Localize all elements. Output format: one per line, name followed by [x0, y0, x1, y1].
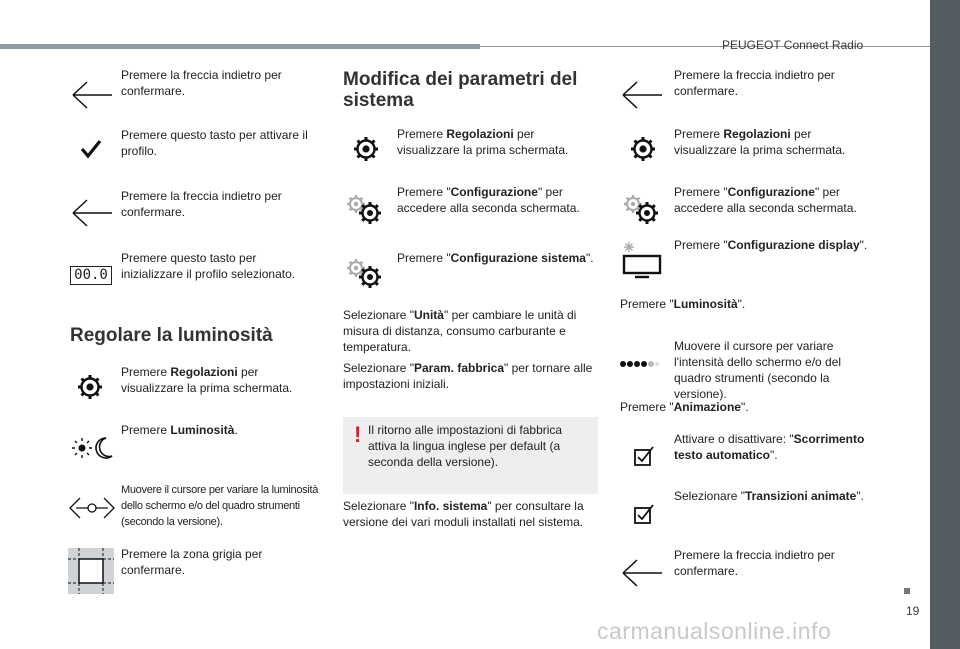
configuration-gears-icon: [345, 193, 385, 227]
page-edge-bar: [930, 0, 960, 649]
checkbox-icon: [633, 503, 655, 525]
system-open-settings: Premere Regolazioni per visualizzare la prima schermata.: [397, 127, 569, 157]
section-heading-brightness: Regolare la luminosità: [70, 325, 273, 346]
paragraph-animation: Premere "Animazione".: [620, 400, 749, 414]
display-back-2: Premere la freccia indietro per confermare.: [674, 548, 835, 578]
back-arrow-icon: [70, 80, 114, 110]
display-open-configuration: Premere "Configurazione" per accedere alla seconda schermata.: [674, 185, 857, 215]
back-arrow-icon: [620, 558, 664, 588]
instruction-press-grey-zone: Premere la zona grigia per confermare.: [121, 547, 263, 577]
grey-zone-icon: [68, 548, 114, 594]
system-open-configuration: Premere "Configurazione" per accedere alla seconda schermata.: [397, 185, 580, 215]
checkmark-icon: [80, 138, 102, 160]
display-move-slider: Muovere il cursore per variare l'intensità dello schermo e/o del quadro strumenti (secondo la versione).: [674, 339, 842, 401]
instruction-activate-profile: Premere questo tasto per attivare il profilo.: [121, 128, 308, 158]
instruction-reset-profile: Premere questo tasto per inizializzare il profilo selezionato.: [121, 251, 296, 281]
settings-gear-icon: [77, 374, 103, 400]
warning-text: Il ritorno alle impostazioni di fabbrica attiva la lingua inglese per default (a seconda della versione).: [368, 423, 563, 469]
settings-gear-icon: [630, 136, 656, 162]
display-select-transitions: Selezionare "Transizioni animate".: [674, 489, 864, 503]
display-open-settings: Premere Regolazioni per visualizzare la prima schermata.: [674, 127, 846, 157]
intensity-dots-icon: [619, 359, 659, 369]
slider-cursor-icon: [68, 495, 116, 521]
page-header-title: PEUGEOT Connect Radio: [722, 38, 864, 52]
instruction-open-settings: Premere Regolazioni per visualizzare la prima schermata.: [121, 365, 293, 395]
page-marker: [904, 588, 910, 594]
paragraph-brightness: Premere "Luminosità".: [620, 297, 746, 311]
instruction-select-brightness: Premere Luminosità.: [121, 423, 238, 437]
watermark: carmanualsonline.info: [597, 618, 832, 644]
warning-exclamation-icon: !: [354, 422, 362, 447]
instruction-move-slider: Muovere il cursore per variare la luminosità dello schermo e/o del quadro strumenti (secondo la versione).: [121, 484, 319, 528]
back-arrow-icon: [620, 80, 664, 110]
display-back-1: Premere la freccia indietro per confermare.: [674, 68, 835, 98]
paragraph-factory-settings: Selezionare "Param. fabbrica" per tornare alle impostazioni iniziali.: [343, 361, 593, 391]
display-toggle-autoscroll: Attivare o disattivare: "Scorrimento testo automatico".: [674, 432, 865, 462]
display-monitor-icon: [620, 240, 664, 280]
section-heading-system: Modifica dei parametri del sistema: [343, 69, 578, 111]
paragraph-system-info: Selezionare "Info. sistema" per consultare la versione dei vari moduli installati nel sistema.: [343, 499, 584, 529]
display-open-display-config: Premere "Configurazione display".: [674, 238, 868, 252]
back-arrow-icon: [70, 198, 114, 228]
brightness-sun-moon-icon: [70, 435, 114, 461]
instruction-back-2: Premere la freccia indietro per confermare.: [121, 189, 282, 219]
settings-gear-icon: [353, 136, 379, 162]
reset-value-icon: 00.0: [70, 266, 112, 285]
header-bar-thick: [0, 44, 480, 49]
configuration-gears-icon: [622, 193, 662, 227]
paragraph-units: Selezionare "Unità" per cambiare le unità di misura di distanza, consumo carburante e temperatura.: [343, 308, 577, 354]
page-number: 19: [906, 604, 920, 618]
configuration-gears-icon: [345, 257, 385, 291]
system-open-system-config: Premere "Configurazione sistema".: [397, 251, 594, 265]
instruction-back-1: Premere la freccia indietro per confermare.: [121, 68, 282, 98]
checkbox-icon: [633, 445, 655, 467]
